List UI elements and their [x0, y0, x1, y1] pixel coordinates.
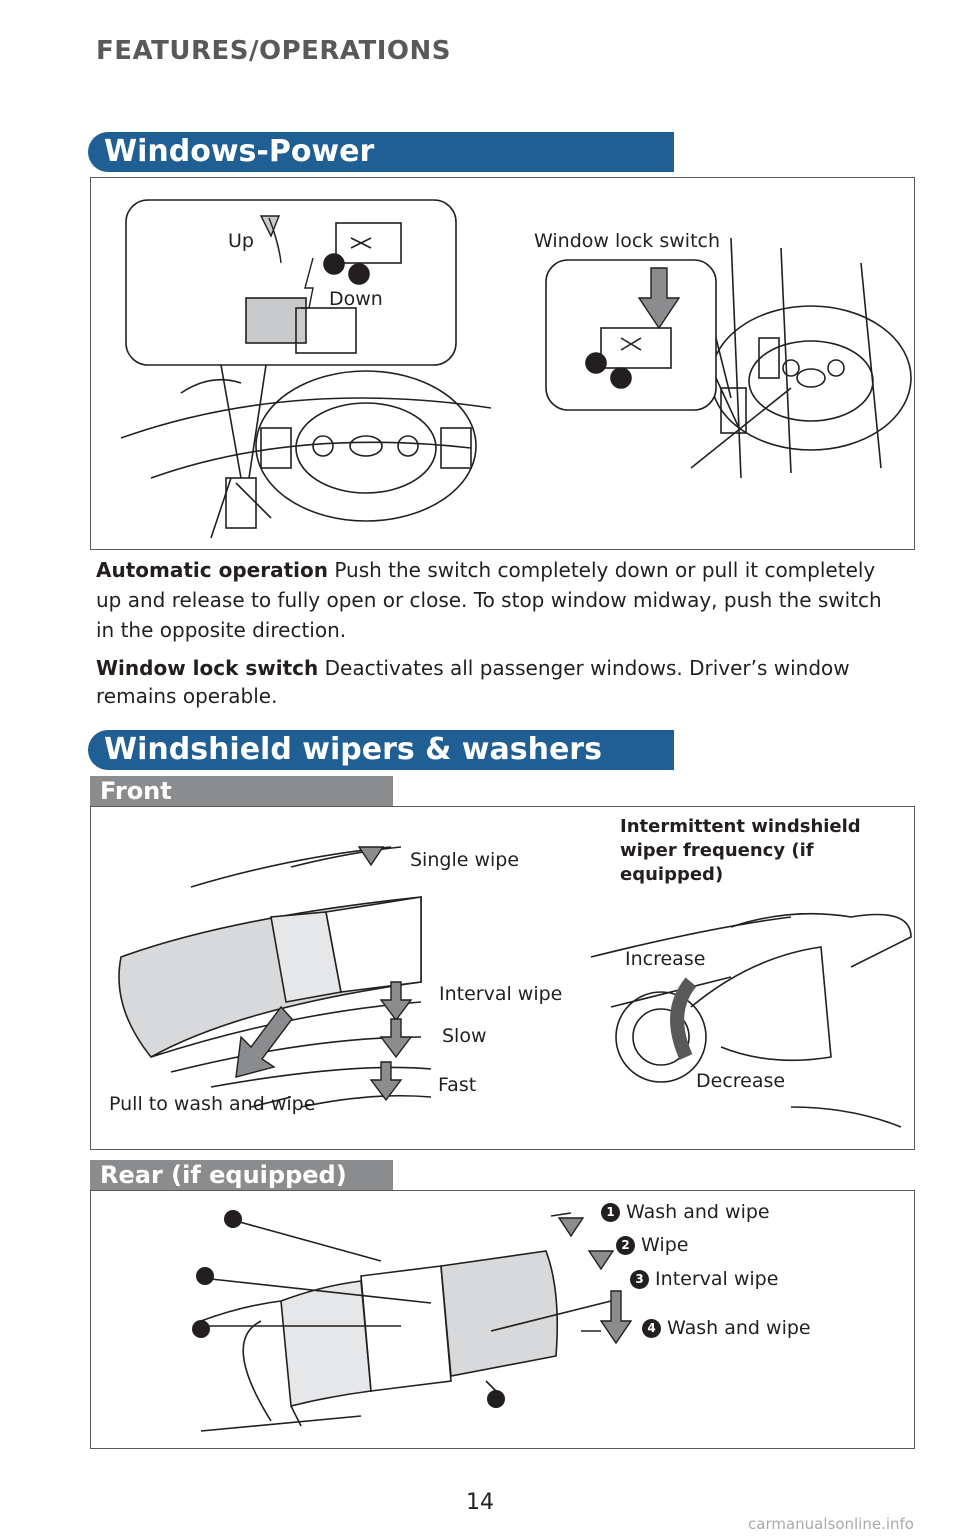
rear-title: Rear (if equipped) [100, 1161, 347, 1189]
rear-item-2-label: Wipe [641, 1234, 689, 1256]
rear-item-4 [642, 1317, 811, 1339]
automatic-operation-paragraph [96, 555, 906, 645]
label-slow: Slow [442, 1025, 487, 1047]
intermittent-frequency-heading: Intermittent windshield wiper frequency (if equipped) [620, 816, 861, 885]
rear-item-1-number: 1 [601, 1203, 620, 1222]
front-wiper-illustration [90, 806, 915, 1150]
label-fast: Fast [438, 1074, 477, 1096]
windows-power-title: Windows-Power [104, 134, 375, 169]
window-lock-term: Window lock switch [96, 656, 319, 680]
label-pull-to-wash: Pull to wash and wipe [109, 1093, 316, 1115]
label-interval-wipe: Interval wipe [439, 983, 563, 1005]
rear-subbar [90, 1160, 393, 1190]
label-down: Down [329, 288, 383, 310]
rear-item-2 [616, 1234, 688, 1256]
rear-item-3 [630, 1268, 778, 1290]
label-increase: Increase [625, 948, 706, 970]
rear-item-4-label: Wash and wipe [667, 1317, 811, 1339]
label-single-wipe: Single wipe [410, 849, 520, 871]
window-lock-text: Deactivates all passenger windows. Driver’s window remains operable. [96, 656, 850, 708]
watermark: carmanualsonline.info [748, 1515, 914, 1533]
automatic-operation-term: Automatic operation [96, 558, 328, 582]
label-up: Up [228, 230, 254, 252]
rear-item-2-number: 2 [616, 1236, 635, 1255]
window-switch-drawing [91, 178, 916, 551]
label-window-lock-switch: Window lock switch [534, 230, 721, 252]
rear-item-3-label: Interval wipe [655, 1268, 779, 1290]
windows-power-banner [88, 132, 674, 172]
automatic-operation-text: Push the switch completely down or pull it completely up and release to fully open or close. To stop window midway, push the switch in the opposite direction. [96, 558, 882, 642]
rear-item-3-number: 3 [630, 1270, 649, 1289]
windows-illustration [90, 177, 915, 550]
rear-item-4-number: 4 [642, 1319, 661, 1338]
label-decrease: Decrease [696, 1070, 786, 1092]
rear-item-1-label: Wash and wipe [626, 1201, 770, 1223]
front-subbar [90, 776, 393, 806]
windshield-banner [88, 730, 674, 770]
section-header: FEATURES/OPERATIONS [96, 36, 452, 66]
rear-item-1 [601, 1201, 770, 1223]
page-number: 14 [466, 1490, 494, 1515]
windshield-title: Windshield wipers & washers [104, 732, 602, 767]
window-lock-paragraph [96, 654, 906, 710]
front-title: Front [100, 777, 172, 805]
rear-wiper-illustration [90, 1190, 915, 1449]
